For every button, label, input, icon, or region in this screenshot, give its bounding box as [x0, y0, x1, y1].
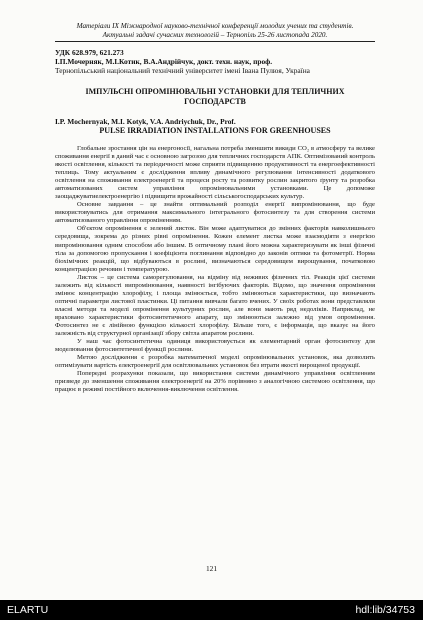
title-english: PULSE IRRADIATION INSTALLATIONS FOR GREENHOUSES [99, 126, 331, 136]
paragraph: Листок – це система саморегулювання, на відміну від неживих фізичних тіл. Реакція цієї системи залежить від кількості випромінювання, наявності інгібуючих факторів. Відомо, що значення опромінення змінює концентрацію хлорофілу, і площа змінюється, тобто змінюються характеристики, що визначають оптичні параметри листової пластинки. Ці питання вивчали багато вчених. У своїх роботах вони представляли власні методи та моделі опромінення культурних рослин, але вони мають ряд недоліків. Наприклад, не враховано характеристики фотосинтетичного апарату, що змінюються залежно від умов опромінення. Фотосинтез не є лінійною функцією кількості хлорофілу. Більше того, є інформація, що вказує на його залежність від структурної організації збору світла апаратом рослини. [55, 273, 375, 338]
handle-id: hdl:lib/34753 [355, 604, 415, 616]
conference-header [55, 22, 375, 39]
title-ukrainian: ІМПУЛЬСНІ ОПРОМІНЮВАЛЬНІ УСТАНОВКИ ДЛЯ ТЕПЛИЧНИХ ГОСПОДАРСТВ [85, 87, 345, 106]
affiliation: Тернопільський національний технічний університет імені Івана Пулюя, Україна [55, 66, 310, 76]
repository-footer [0, 600, 423, 620]
paragraph: Основне завдання – це знайти оптимальний розподіл енергії випромінювання, що буде використовуватись для отримання максимального інтегрального фотосинтезу та для створення системи автоматизованого управління опроміненням. [55, 201, 375, 225]
paper-content [55, 22, 375, 394]
repository-name: ELARTU [7, 604, 49, 616]
header-line-1: Матеріали IX Міжнародної науково-технічної конференції молодих учених та студентів. [76, 22, 354, 30]
paragraph: Глобальне зростання цін на енергоносії, нагальна потреба зменшити викиди CO₂ в атмосферу та велике споживання енергії в даний час є основною загрозою для тепличних господарств АПК. Оптимізований контроль якості освітлення, кількості та періодичності може сприяти підвищенню продуктивності та енергоефективності теплиць. Тому актуальним є дослідження впливу динамічного регулювання інтенсивності додаткового освітлення на споживання електроенергії та процеси росту та розвитку рослин закритого ґрунту та розробка автоматизованих систем управління опромінювальними установками. Це допоможе заощаджуватиелектроенергію і підвищити врожайності сільськогосподарських культур. [55, 144, 375, 201]
paragraph: Об'єктом опромінення є зелений листок. Він може адаптуватися до змінних факторів навколишнього середовища, зокрема до різних рівні опромінення. Кожен елемент листка може взаємодіяти з енергією випромінювання одним способом або іншим. В оптичному плані його можна характеризувати як інші фізичні тіла за допомогою пропускання і коефіцієнта поглинання відповідно до законів оптики та фотометрії. Норма біохімічних реакцій, що відбуваються в рослині, визначаються середовищем вирощування, початковою концентрацією речовин і температурою. [55, 225, 375, 273]
udc-code: УДК 628.979, 621.273 [55, 48, 124, 58]
page-number: 121 [205, 564, 218, 573]
paragraph: Попередні розрахунки показали, що використання системи динамічного управління освітленням призведе до зменшення споживання електроенергії на 20% порівняно з аналогічною системою освітлення, що працює в режимі постійного включення-виключення освітлення. [55, 370, 375, 394]
authors-ukrainian: І.П.Мочерняк, М.І.Котик, В.А.Андрійчук, докт. техн. наук, проф. [55, 57, 273, 67]
paragraph: Метою дослідження є розробка математичної моделі опромінювальних установок, яка дозволить оптимізувати вартість електроенергії для освітлювальних установок без втрати якості вирощеної продукції. [55, 354, 375, 370]
paragraph: У наш час фотосинтетична одиниця використовується як елементарний орган фотосинтезу для моделювання фотосинтетичної функції рослини. [55, 338, 375, 354]
header-line-2: Актуальні задачі сучасних технологій – Тернопіль 25-26 листопада 2020. [102, 30, 328, 39]
authors-english: I.P. Mochernyak, M.I. Kotyk, V.A. Andriychuk, Dr., Prof. [55, 117, 236, 127]
header-rule [55, 41, 375, 42]
body-text [55, 145, 375, 394]
